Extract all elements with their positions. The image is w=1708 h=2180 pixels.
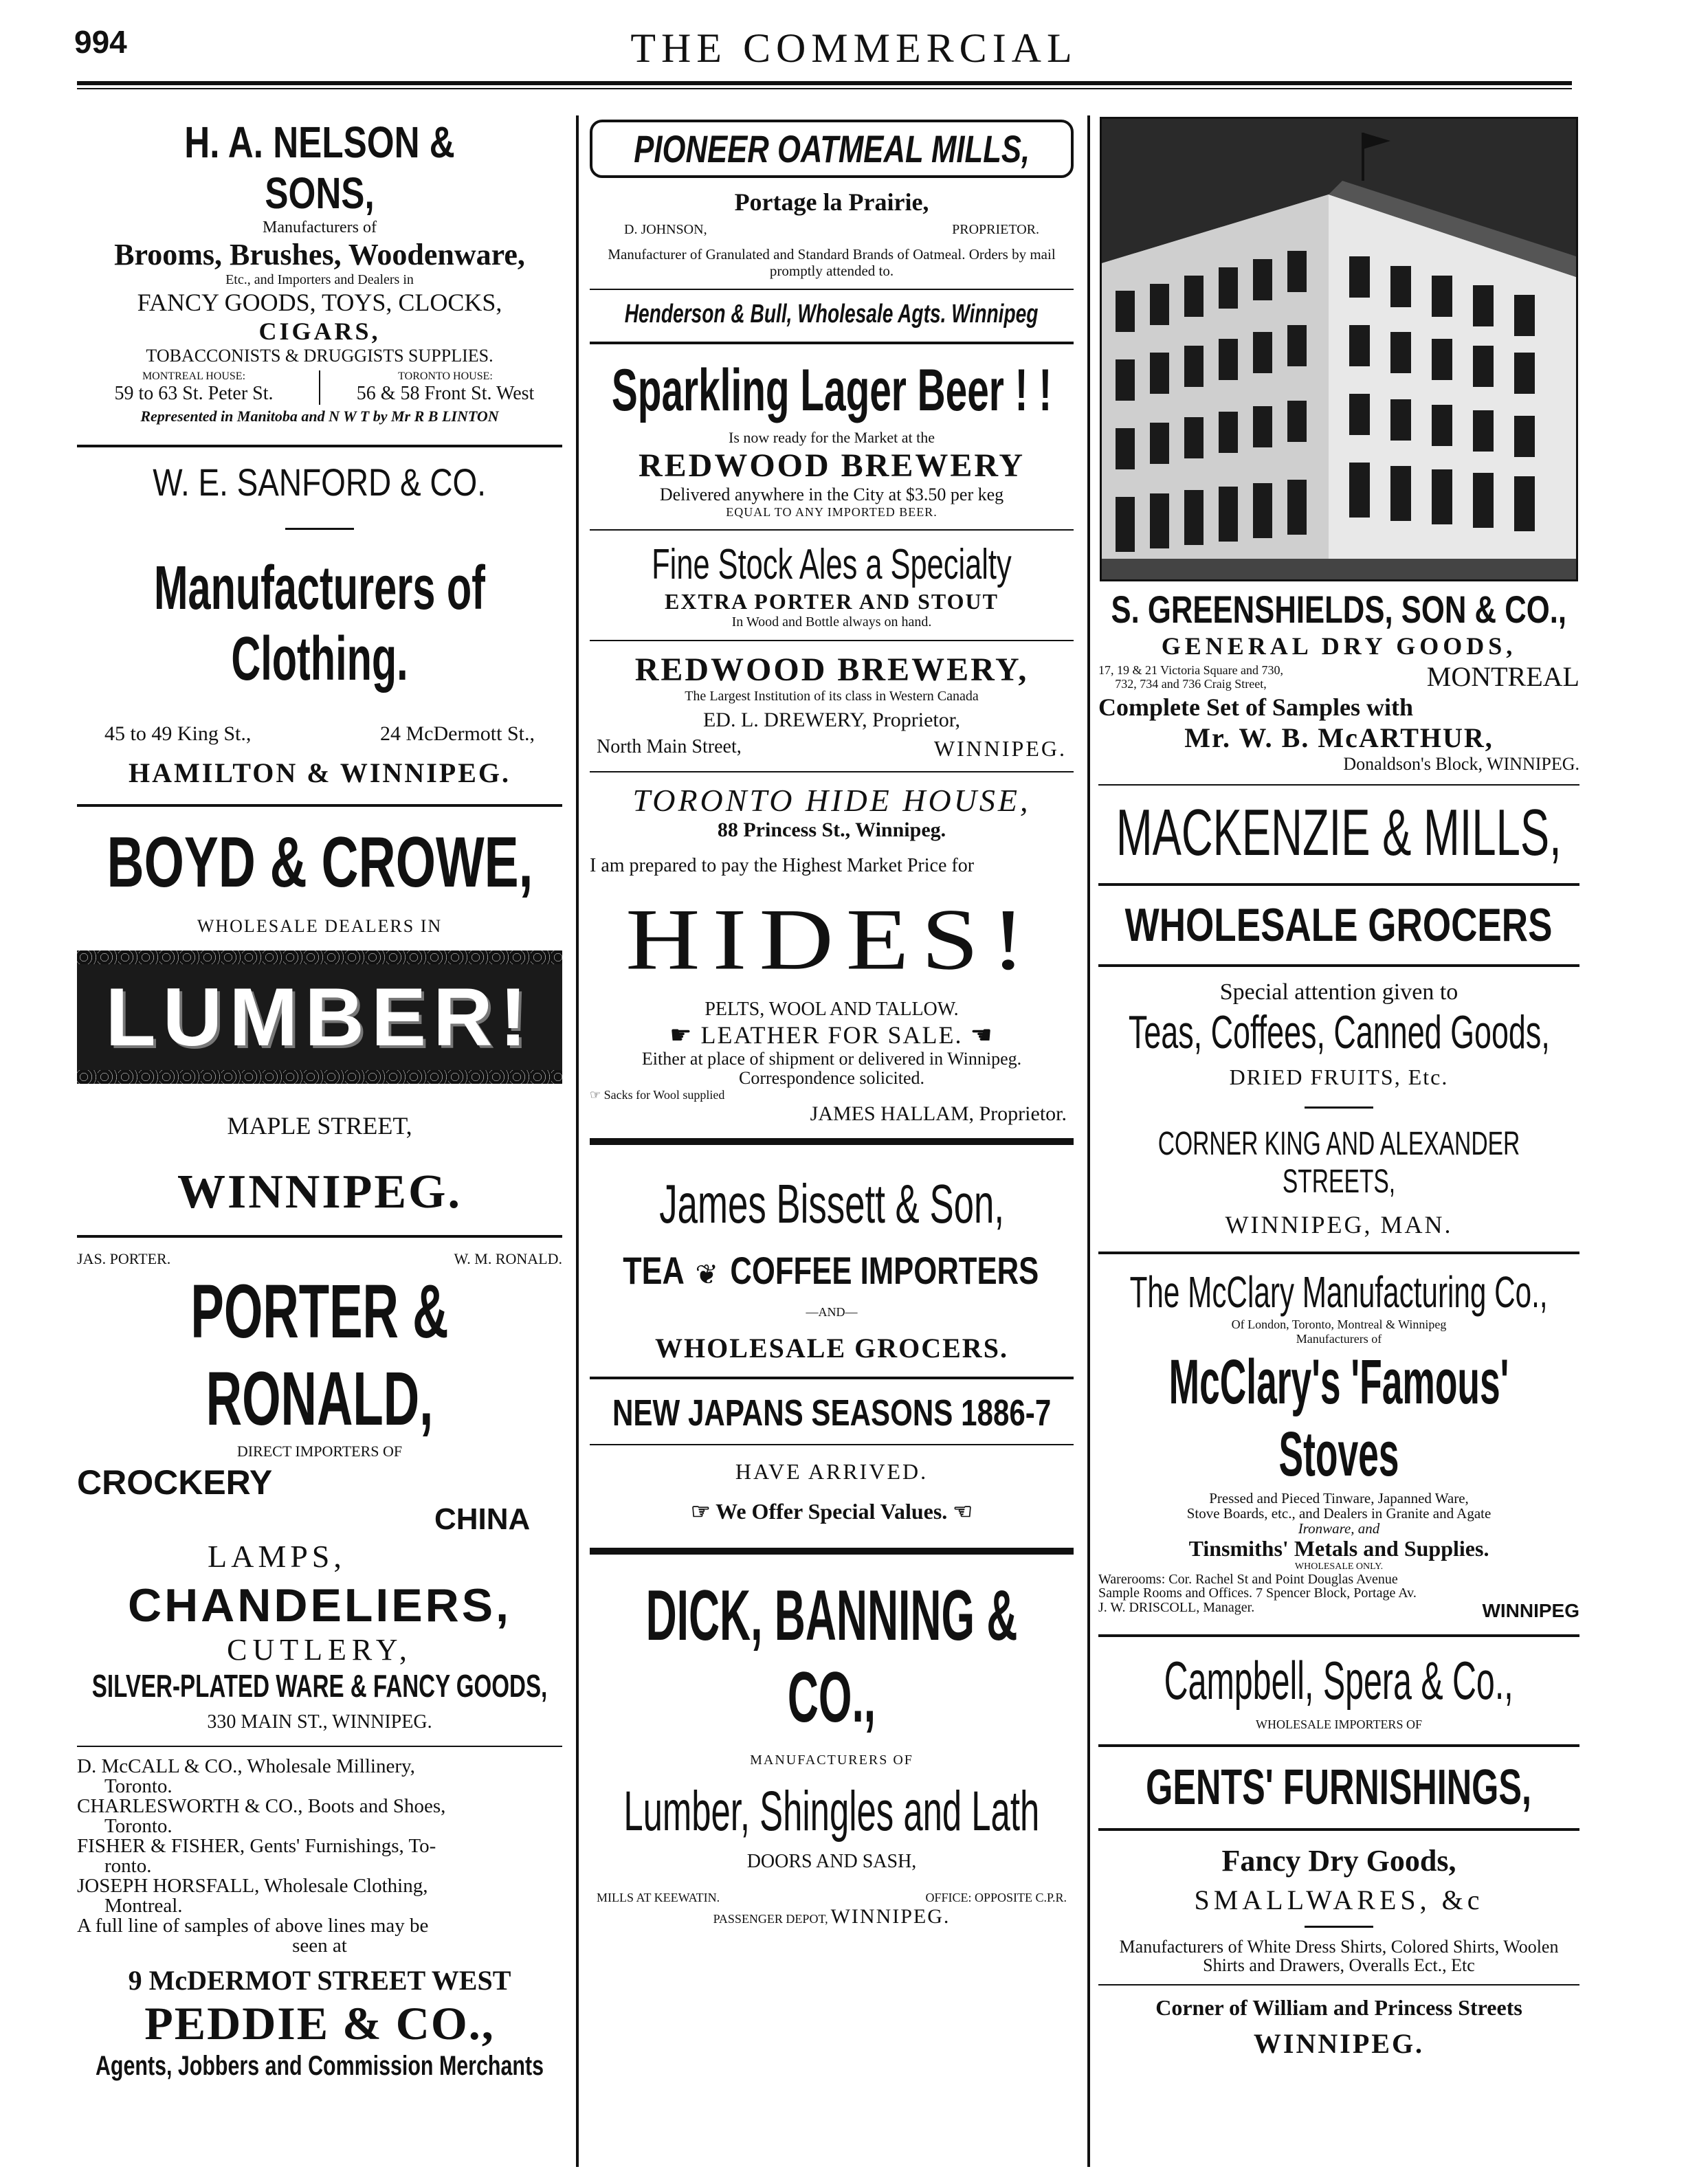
dick-city: WINNIPEG. bbox=[830, 1905, 951, 1928]
nelson-name: H. A. NELSON & SONS, bbox=[184, 118, 455, 218]
ad-greenshields bbox=[1098, 117, 1579, 775]
bissett-coffee: COFFEE IMPORTERS bbox=[730, 1249, 1039, 1292]
porter-partners bbox=[77, 1250, 562, 1268]
porter-china: CHINA bbox=[434, 1502, 531, 1536]
dick-office: OFFICE: OPPOSITE C.P.R. bbox=[925, 1891, 1067, 1904]
hide-line-3 bbox=[590, 1021, 1074, 1049]
greenshields-address-1: 17, 19 & 21 Victoria Square and 730, bbox=[1098, 663, 1284, 677]
greenshields-sub: GENERAL DRY GOODS, bbox=[1161, 632, 1517, 660]
greenshields-name: S. GREENSHIELDS, SON & CO., bbox=[1111, 588, 1567, 631]
redwood-institution: The Largest Institution of its class in Western Canada bbox=[685, 689, 979, 704]
rule bbox=[1305, 1106, 1373, 1109]
peddie-line-3: FISHER & FISHER, Gents' Furnishings, To- bbox=[77, 1835, 436, 1857]
rule bbox=[1305, 1926, 1373, 1928]
pioneer-name: PIONEER OATMEAL MILLS, bbox=[634, 127, 1030, 170]
pioneer-owner-row bbox=[590, 216, 1074, 238]
ad-bissett bbox=[590, 1172, 1074, 1524]
hides-word: HIDES! bbox=[625, 891, 1038, 988]
hide-address: 88 Princess St., Winnipeg. bbox=[717, 819, 946, 841]
rule bbox=[590, 1548, 1074, 1555]
ad-sanford bbox=[77, 460, 562, 789]
ad-hide-house bbox=[590, 782, 1074, 1126]
campbell-gents: GENTS' FURNISHINGS, bbox=[1146, 1760, 1532, 1815]
header-rule-thin bbox=[77, 88, 1572, 89]
rule bbox=[590, 342, 1074, 344]
rule bbox=[1098, 964, 1579, 967]
peddie-line-1: D. McCALL & CO., Wholesale Millinery, bbox=[77, 1755, 415, 1777]
hide-leather: LEATHER FOR SALE. bbox=[700, 1021, 963, 1049]
redwood-street: North Main Street, bbox=[597, 736, 742, 757]
pointing-hand-icon: ☜ bbox=[947, 1499, 973, 1524]
ad-campbell bbox=[1098, 1649, 1579, 2060]
sanford-addresses bbox=[77, 695, 562, 746]
porter-silver: SILVER-PLATED WARE & FANCY GOODS, bbox=[91, 1668, 548, 1704]
rule bbox=[1098, 1744, 1579, 1747]
greenshields-city: MONTREAL bbox=[1426, 661, 1579, 692]
dick-depot-row bbox=[590, 1905, 1074, 1928]
rule bbox=[77, 445, 562, 447]
sanford-city: HAMILTON & WINNIPEG. bbox=[128, 757, 511, 788]
header-rule bbox=[77, 81, 1572, 85]
redwood-street-row bbox=[590, 732, 1074, 761]
greenshields-address-row bbox=[1098, 660, 1579, 693]
campbell-small: SMALLWARES, &c bbox=[1194, 1884, 1484, 1915]
peddie-line-5: A full line of samples of above lines may be bbox=[77, 1915, 429, 1937]
sanford-address-2: 24 McDermott St., bbox=[380, 722, 535, 745]
nelson-toronto-house: TORONTO HOUSE: bbox=[398, 370, 493, 382]
pioneer-city: Portage la Prairie, bbox=[734, 188, 929, 216]
redwood-proprietor: ED. L. DREWERY, Proprietor, bbox=[702, 709, 961, 731]
nelson-toronto-address: 56 & 58 Front St. West bbox=[356, 383, 535, 404]
dick-mills-row bbox=[590, 1891, 1074, 1905]
nelson-line-2: Brooms, Brushes, Woodenware, bbox=[114, 238, 525, 271]
greenshields-block: Donaldson's Block, WINNIPEG. bbox=[1343, 754, 1579, 774]
redwood-wood: In Wood and Bottle always on hand. bbox=[731, 614, 932, 630]
warehouse-building-image bbox=[1102, 119, 1576, 579]
rule bbox=[1098, 1828, 1579, 1831]
peddie-name: PEDDIE & CO., bbox=[144, 1997, 495, 2049]
bissett-japans: NEW JAPANS SEASONS 1886-7 bbox=[612, 1392, 1052, 1434]
greenshields-agent: Mr. W. B. McARTHUR, bbox=[1184, 722, 1494, 753]
mcclary-stoves: McClary's 'Famous' Stoves bbox=[1168, 1347, 1509, 1489]
mackenzie-city: WINNIPEG, MAN. bbox=[1225, 1211, 1453, 1238]
rule bbox=[285, 528, 354, 530]
peddie-line-2: CHARLESWORTH & CO., Boots and Shoes, bbox=[77, 1795, 446, 1817]
mackenzie-sub: WHOLESALE GROCERS bbox=[1125, 899, 1553, 951]
rule bbox=[1098, 883, 1579, 886]
redwood-line-3: EQUAL TO ANY IMPORTED BEER. bbox=[726, 505, 938, 519]
campbell-city: WINNIPEG. bbox=[1253, 2028, 1425, 2059]
dick-sub: MANUFACTURERS OF bbox=[750, 1753, 913, 1768]
mcclary-mfr: Manufacturers of bbox=[1296, 1332, 1382, 1346]
porter-partner-2: W. M. RONALD. bbox=[454, 1250, 562, 1267]
rule bbox=[590, 640, 1074, 641]
rule bbox=[1098, 1634, 1579, 1637]
porter-chandeliers: CHANDELIERS, bbox=[127, 1579, 512, 1632]
peddie-line-3b: ronto. bbox=[104, 1855, 152, 1877]
sanford-headline: Manufacturers of Clothing. bbox=[154, 554, 485, 693]
bissett-and: —AND— bbox=[806, 1305, 858, 1319]
ad-mackenzie bbox=[1098, 795, 1579, 1239]
dots-bottom bbox=[77, 1070, 562, 1084]
hides-word-wrap bbox=[590, 880, 1074, 999]
hide-sacks: Sacks for Wool supplied bbox=[603, 1088, 725, 1102]
rule bbox=[1098, 784, 1579, 786]
campbell-fancy: Fancy Dry Goods, bbox=[1221, 1844, 1456, 1878]
ad-nelson bbox=[77, 117, 562, 425]
dick-doors: DOORS AND SASH, bbox=[746, 1851, 917, 1872]
mcclary-line-3: Ironware, and bbox=[1298, 1520, 1380, 1537]
mcclary-mgr-row bbox=[1098, 1600, 1579, 1622]
campbell-corner: Corner of William and Princess Streets bbox=[1155, 1995, 1522, 2020]
pioneer-title: PROPRIETOR. bbox=[952, 222, 1039, 237]
pioneer-owner: D. JOHNSON, bbox=[624, 222, 707, 237]
ad-redwood bbox=[590, 357, 1074, 761]
column-divider-2 bbox=[1087, 115, 1090, 2167]
mcclary-wholesale: WHOLESALE ONLY. bbox=[1294, 1561, 1384, 1572]
redwood-name-2: REDWOOD BREWERY, bbox=[634, 652, 1029, 688]
bissett-arrived: HAVE ARRIVED. bbox=[735, 1459, 929, 1484]
mcclary-name: The McClary Manufacturing Co., bbox=[1129, 1267, 1549, 1317]
hide-line-2: PELTS, WOOL AND TALLOW. bbox=[705, 999, 959, 1020]
bissett-offer: We Offer Special Values. bbox=[716, 1499, 948, 1524]
peddie-address: 9 McDERMOT STREET WEST bbox=[128, 1965, 511, 1996]
rule bbox=[590, 1377, 1074, 1379]
column-divider-1 bbox=[576, 115, 579, 2167]
rule bbox=[77, 804, 562, 807]
peddie-tagline: Agents, Jobbers and Commission Merchants bbox=[95, 2051, 544, 2081]
dots-top bbox=[77, 950, 562, 964]
porter-address: 330 MAIN ST., WINNIPEG. bbox=[207, 1711, 432, 1733]
boyd-city: WINNIPEG. bbox=[177, 1166, 462, 1219]
warehouse-engraving bbox=[1100, 117, 1578, 581]
hide-name: TORONTO HIDE HOUSE, bbox=[632, 783, 1031, 818]
redwood-line-2: Delivered anywhere in the City at $3.50 per keg bbox=[659, 485, 1004, 504]
bissett-tea: TEA bbox=[623, 1249, 685, 1292]
peddie-list bbox=[77, 1757, 562, 1956]
rule bbox=[590, 1444, 1074, 1445]
column-2 bbox=[590, 110, 1074, 1928]
nelson-line-3: Etc., and Importers and Dealers in bbox=[225, 272, 414, 287]
redwood-line-1: Is now ready for the Market at the bbox=[729, 429, 935, 446]
bissett-tea-row bbox=[590, 1248, 1074, 1293]
mcclary-manager: J. W. DRISCOLL, Manager. bbox=[1098, 1600, 1255, 1615]
pioneer-agents: Henderson & Bull, Wholesale Agts. Winnipeg bbox=[625, 300, 1039, 329]
nelson-montreal-house: MONTREAL HOUSE: bbox=[142, 370, 246, 382]
peddie-line-1b: Toronto. bbox=[104, 1775, 173, 1797]
lumber-banner bbox=[77, 950, 562, 1084]
rule bbox=[1098, 1984, 1579, 1986]
campbell-name: Campbell, Spera & Co., bbox=[1164, 1650, 1514, 1711]
redwood-porter: EXTRA PORTER AND STOUT bbox=[665, 589, 999, 614]
dick-mills: MILLS AT KEEWATIN. bbox=[597, 1891, 720, 1904]
ad-pioneer bbox=[590, 120, 1074, 329]
mackenzie-line-1: Special attention given to bbox=[1219, 979, 1459, 1005]
dick-lumber: Lumber, Shingles and Lath bbox=[623, 1780, 1040, 1843]
mcclary-tinsmiths: Tinsmiths' Metals and Supplies. bbox=[1188, 1536, 1489, 1561]
pointing-hand-icon: ☞ bbox=[590, 1088, 604, 1102]
nelson-line-1: Manufacturers of bbox=[263, 219, 377, 236]
mackenzie-line-2: Teas, Coffees, Canned Goods, bbox=[1128, 1006, 1550, 1058]
column-1 bbox=[77, 110, 562, 2082]
bissett-grocers: WHOLESALE GROCERS. bbox=[655, 1333, 1008, 1364]
porter-sub: DIRECT IMPORTERS OF bbox=[236, 1443, 403, 1460]
campbell-sub: WHOLESALE IMPORTERS OF bbox=[1256, 1717, 1422, 1731]
redwood-headline: Sparkling Lager Beer ! ! bbox=[611, 357, 1052, 423]
hide-proprietor: JAMES HALLAM, Proprietor. bbox=[810, 1102, 1067, 1125]
rule bbox=[77, 1235, 562, 1238]
sanford-name: W. E. SANFORD & CO. bbox=[153, 460, 487, 504]
porter-crockery: CROCKERY bbox=[77, 1463, 273, 1502]
porter-cutlery: CUTLERY, bbox=[227, 1633, 412, 1667]
mackenzie-name: MACKENZIE & MILLS, bbox=[1116, 796, 1562, 869]
bissett-name: James Bissett & Son, bbox=[659, 1173, 1004, 1234]
redwood-name: REDWOOD BREWERY bbox=[638, 447, 1025, 484]
greenshields-address-2: 732, 734 and 736 Craig Street, bbox=[1115, 676, 1267, 691]
pioneer-desc: Manufacturer of Granulated and Standard Brands of Oatmeal. Orders by mail promptly attended to. bbox=[608, 246, 1056, 279]
boyd-name: BOYD & CROWE, bbox=[107, 823, 533, 902]
dick-name: DICK, BANNING & CO., bbox=[645, 1576, 1018, 1737]
mcclary-line-2: Stove Boards, etc., and Dealers in Granite and Agate bbox=[1186, 1505, 1491, 1522]
peddie-line-2b: Toronto. bbox=[104, 1815, 173, 1837]
rule bbox=[590, 1138, 1074, 1145]
pointing-hand-left-icon: ☛ bbox=[669, 1021, 701, 1049]
peddie-line-4: JOSEPH HORSFALL, Wholesale Clothing, bbox=[77, 1875, 428, 1897]
porter-name: PORTER & RONALD, bbox=[190, 1269, 449, 1441]
nelson-rep: Represented in Manitoba and N W T by Mr R B LINTON bbox=[140, 408, 499, 425]
nelson-houses bbox=[77, 370, 562, 405]
boyd-street: MAPLE STREET, bbox=[227, 1112, 412, 1139]
pointing-hand-icon: ☞ bbox=[691, 1499, 716, 1524]
rule bbox=[590, 771, 1074, 772]
ad-dick-banning bbox=[590, 1575, 1074, 1928]
ad-boyd bbox=[77, 822, 562, 1220]
pioneer-banner bbox=[590, 120, 1074, 178]
hide-line-1: I am prepared to pay the Highest Market Price for bbox=[590, 855, 975, 876]
page-number: 994 bbox=[74, 24, 127, 60]
ad-mcclary bbox=[1098, 1267, 1579, 1622]
bissett-offer-row bbox=[590, 1498, 1074, 1524]
rule bbox=[590, 529, 1074, 531]
campbell-desc: Manufacturers of White Dress Shirts, Colored Shirts, Woolen Shirts and Drawers, Overalls Ect., Etc bbox=[1119, 1937, 1559, 1975]
ad-porter bbox=[77, 1250, 562, 1733]
peddie-line-5b: seen at bbox=[292, 1935, 347, 1957]
hide-line-5 bbox=[590, 1088, 1074, 1102]
column-3 bbox=[1098, 110, 1579, 2060]
mcclary-ware-1: Warerooms: Cor. Rachel St and Point Douglas Avenue bbox=[1098, 1572, 1398, 1587]
redwood-ales: Fine Stock Ales a Specialty bbox=[652, 541, 1012, 588]
rule bbox=[1098, 1252, 1579, 1254]
mcclary-of: Of London, Toronto, Montreal & Winnipeg bbox=[1231, 1317, 1447, 1331]
and-ornament-icon: ❦ bbox=[695, 1259, 718, 1290]
porter-partner-1: JAS. PORTER. bbox=[77, 1250, 171, 1267]
nelson-line-4: FANCY GOODS, TOYS, CLOCKS, bbox=[137, 289, 502, 316]
peddie-line-4b: Montreal. bbox=[104, 1895, 183, 1917]
rule bbox=[590, 289, 1074, 290]
hide-line-4: Either at place of shipment or delivered in Winnipeg. Correspondence solicited. bbox=[641, 1049, 1022, 1088]
mackenzie-line-3: DRIED FRUITS, Etc. bbox=[1229, 1065, 1449, 1089]
page-header bbox=[0, 0, 1708, 76]
masthead: THE COMMERCIAL bbox=[630, 25, 1078, 71]
pointing-hand-right-icon: ☚ bbox=[962, 1021, 994, 1049]
mcclary-city: WINNIPEG bbox=[1482, 1600, 1579, 1621]
porter-goods bbox=[77, 1460, 562, 1579]
porter-lamps: LAMPS, bbox=[208, 1539, 346, 1574]
mcclary-ware-2: Sample Rooms and Offices. 7 Spencer Block, Portage Av. bbox=[1098, 1586, 1417, 1601]
redwood-city: WINNIPEG. bbox=[933, 736, 1067, 761]
mackenzie-corner: CORNER KING AND ALEXANDER STREETS, bbox=[1157, 1126, 1520, 1200]
boyd-sub: WHOLESALE DEALERS IN bbox=[197, 916, 443, 936]
mcclary-line-1: Pressed and Pieced Tinware, Japanned Ware, bbox=[1209, 1490, 1469, 1506]
sanford-address-1: 45 to 49 King St., bbox=[104, 722, 252, 745]
nelson-line-5: CIGARS, bbox=[258, 318, 381, 345]
rule bbox=[77, 1746, 562, 1747]
dick-depot: PASSENGER DEPOT, bbox=[713, 1912, 828, 1926]
ad-peddie bbox=[77, 1757, 562, 2082]
nelson-line-6: TOBACCONISTS & DRUGGISTS SUPPLIES. bbox=[146, 346, 493, 366]
nelson-montreal-address: 59 to 63 St. Peter St. bbox=[114, 383, 274, 404]
greenshields-samples: Complete Set of Samples with bbox=[1098, 693, 1413, 721]
lumber-word: LUMBER! bbox=[77, 964, 562, 1070]
